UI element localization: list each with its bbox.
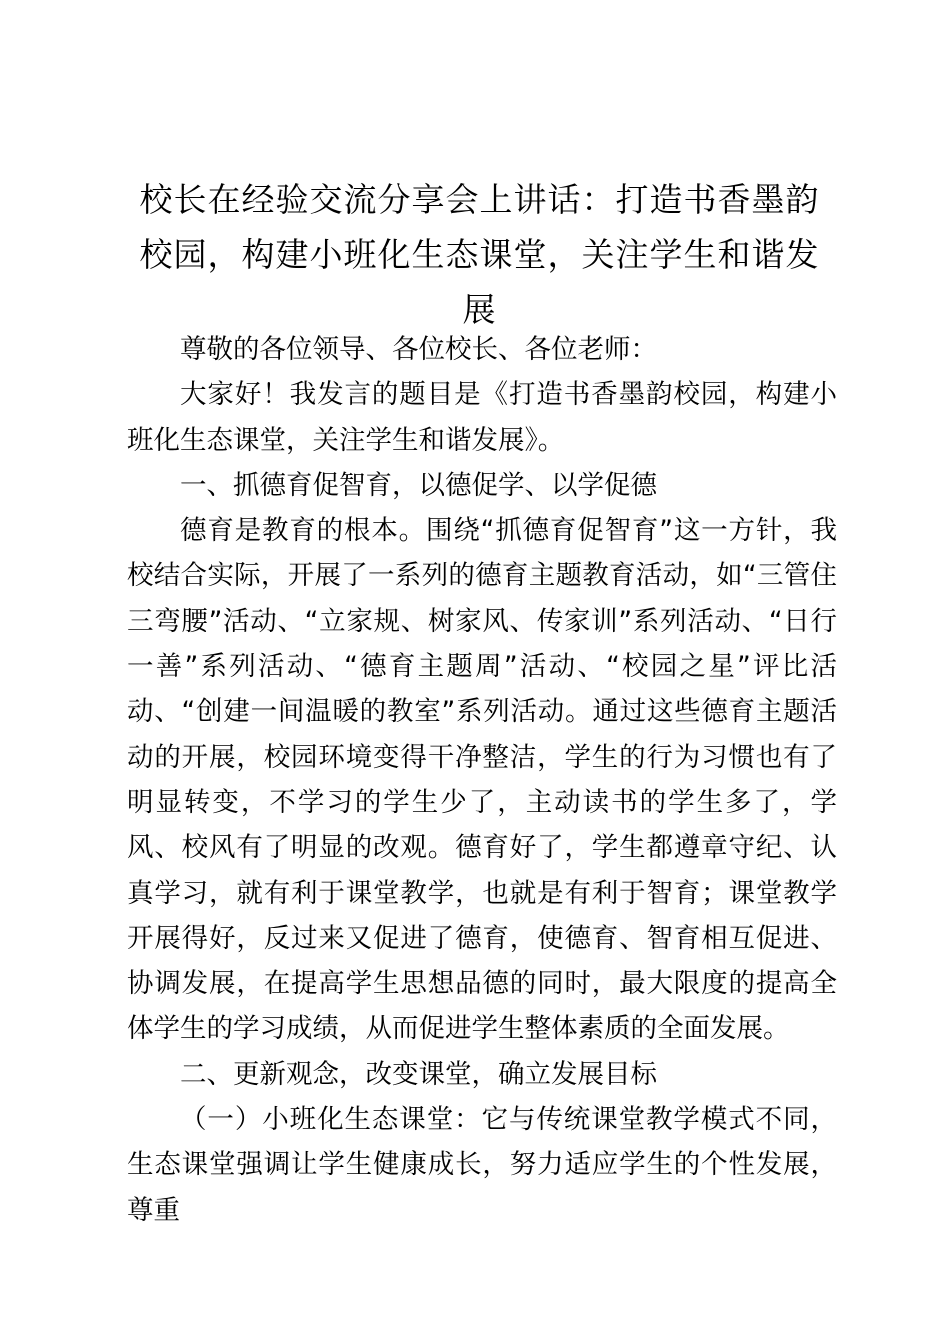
document-title: 校长在经验交流分享会上讲话：打造书香墨韵校园，构建小班化生态课堂，关注学生和谐发展 (139, 180, 820, 329)
small-class-paragraph: （一）小班化生态课堂：它与传统课堂教学模式不同，生态课堂强调让学生健康成长，努力适应学生的个性发展，尊重 (127, 1104, 837, 1226)
document-body (127, 327, 837, 1233)
salutation-paragraph: 尊敬的各位领导、各位校长、各位老师： (180, 334, 657, 365)
section-heading-2: 二、更新观念，改变课堂，确立发展目标 (180, 1058, 657, 1090)
greeting-paragraph: 大家好！我发言的题目是《打造书香墨韵校园，构建小班化生态课堂，关注学生和谐发展》。 (127, 379, 837, 456)
moral-education-paragraph: 德育是教育的根本。围绕“抓德育促智育”这一方针，我校结合实际，开展了一系列的德育主题教育活动，如“三管住三弯腰”活动、“立家规、树家风、传家训”系列活动、“日行一善”系列活动、“德育主题周”活动、“校园之星”评比活动、“创建一间温暖的教室”系列活动。通过这些德育主题活动的开展，校园环境变得干净整洁，学生的行为习惯也有了明显转变，不学习的学生少了，主动读书的学生多了，学风、校风有了明显的改观。德育好了，学生都遵章守纪、认真学习，就有利于课堂教学，也就是有利于智育；课堂教学开展得好，反过来又促进了德育，使德育、智育相互促进、协调发展，在提高学生思想品德的同时，最大限度的提高全体学生的学习成绩，从而促进学生整体素质的全面发展。 (127, 515, 837, 1045)
section-heading-1: 一、抓德育促智育，以德促学、以学促德 (180, 469, 657, 501)
